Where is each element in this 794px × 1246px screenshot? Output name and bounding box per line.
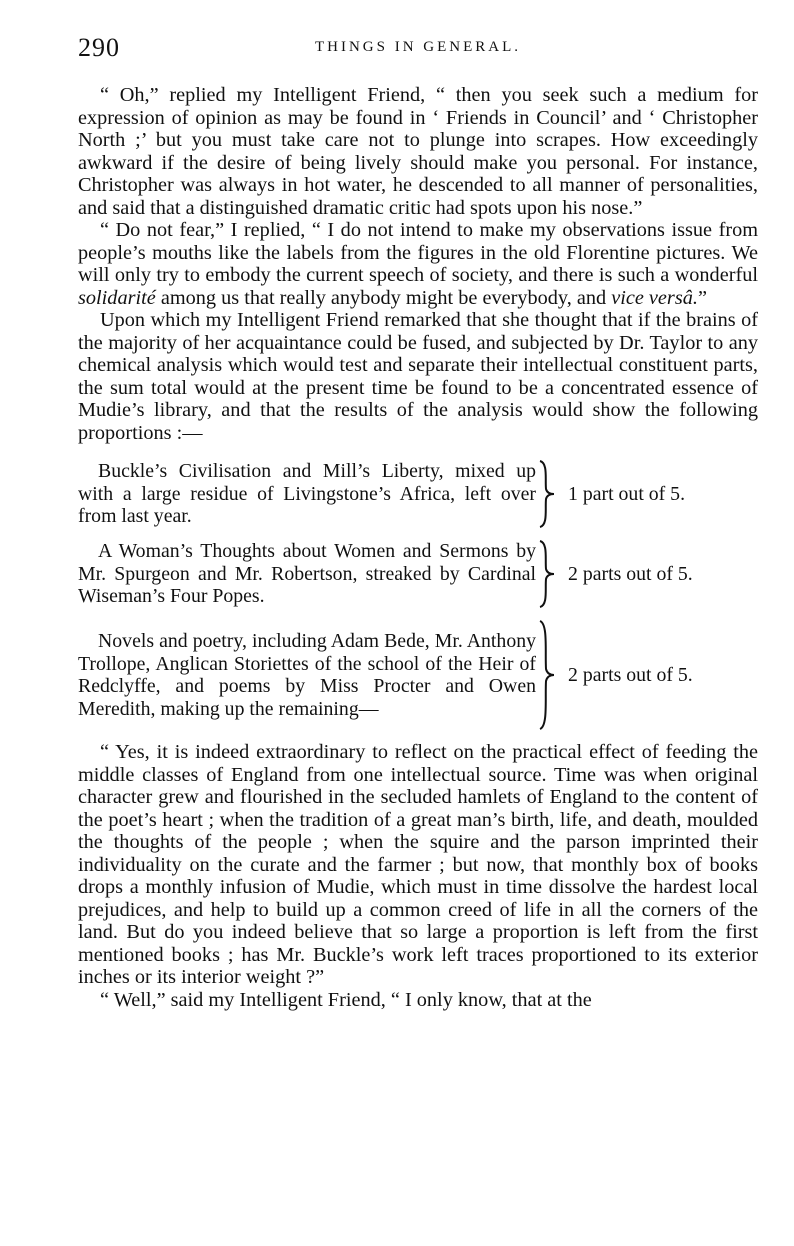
paragraph-upon-which: Upon which my Intelligent Friend remarked that she thought that if the brains of the majority of her acquaintance could be fused, and subjected by Dr. Taylor to any chemical analysis which would test and separate their intellectual constituent parts, the sum total would at the present time be found to be a concentrated essence of Mudie’s library, and that the results of the analysis would show the following proportions :— (78, 309, 758, 444)
proportion-description: Buckle’s Civilisation and Mill’s Liberty, mixed up with a large residue of Livingstone’s Africa, left over from last year. (78, 460, 536, 528)
brace-icon (536, 539, 566, 609)
brace-icon (536, 459, 566, 529)
page-header (78, 33, 758, 63)
proportion-ratio: 2 parts out of 5. (568, 663, 693, 686)
italic-vice-versa: vice versâ. (611, 286, 698, 309)
proportion-ratio: 2 parts out of 5. (568, 562, 693, 585)
proportion-row (78, 619, 758, 731)
paragraph-yes-extraordinary: “ Yes, it is indeed extraordinary to reflect on the practical effect of feeding the middle classes of England from one intellectual source. Time was when original character grew and flourished in the secluded hamlets of England to the content of the poet’s heart ; when the tradition of a great man’s birth, life, and death, moulded the thoughts of the people ; when the squire and the parson imprinted their individuality on the curate and the farmer ; but now, that monthly box of books drops a monthly infusion of Mudie, which must in time dissolve the hardest local prejudices, and help to build up a common creed of life in all the corners of the land. But do you indeed believe that so large a proportion is left from the first mentioned books ; has Mr. Buckle’s work left traces proportioned to its exterior inches or its interior weight ?” (78, 741, 758, 988)
paragraph-text: among us that really anybody might be everybody, and (155, 286, 612, 309)
proportion-description: A Woman’s Thoughts about Women and Sermons by Mr. Spurgeon and Mr. Robertson, streaked by Cardinal Wiseman’s Four Popes. (78, 540, 536, 608)
paragraph-well-said: “ Well,” said my Intelligent Friend, “ I only know, that at the (100, 988, 592, 1011)
proportion-row (78, 539, 758, 609)
page-number: 290 (78, 33, 120, 62)
paragraph-do-not-fear (78, 219, 758, 309)
paragraph-text: ” (697, 286, 707, 309)
page-body (78, 84, 758, 1011)
brace-icon (536, 619, 566, 731)
paragraph-text: “ Do not fear,” I replied, “ I do not intend to make my observations issue from people’s mouths like the labels from the figures in the old Florentine pictures. We will only try to embody the current speech of society, and there is such a wonderful (78, 219, 758, 286)
running-title: THINGS IN GENERAL. (314, 39, 522, 55)
proportions-table (78, 459, 758, 731)
proportion-ratio: 1 part out of 5. (568, 482, 686, 505)
paragraph-intelligent-friend-reply: “ Oh,” replied my Intelligent Friend, “ then you seek such a medium for expression of opinion as may be found in ‘ Friends in Council’ and ‘ Christopher North ;’ but you must take care not to plunge into scrapes. How exceedingly awkward if the desire of being lively should make you personal. For instance, Christopher was always in hot water, he descended to all manner of personalities, and said that a distinguished dramatic critic had spots upon his nose.” (78, 84, 758, 219)
proportion-row (78, 459, 758, 529)
italic-solidarite: solidarité (78, 286, 156, 309)
proportion-description: Novels and poetry, including Adam Bede, Mr. Anthony Trollope, Anglican Storiettes of the school of the Heir of Redclyffe, and poems by Miss Procter and Owen Meredith, making up the remaining— (78, 630, 536, 720)
